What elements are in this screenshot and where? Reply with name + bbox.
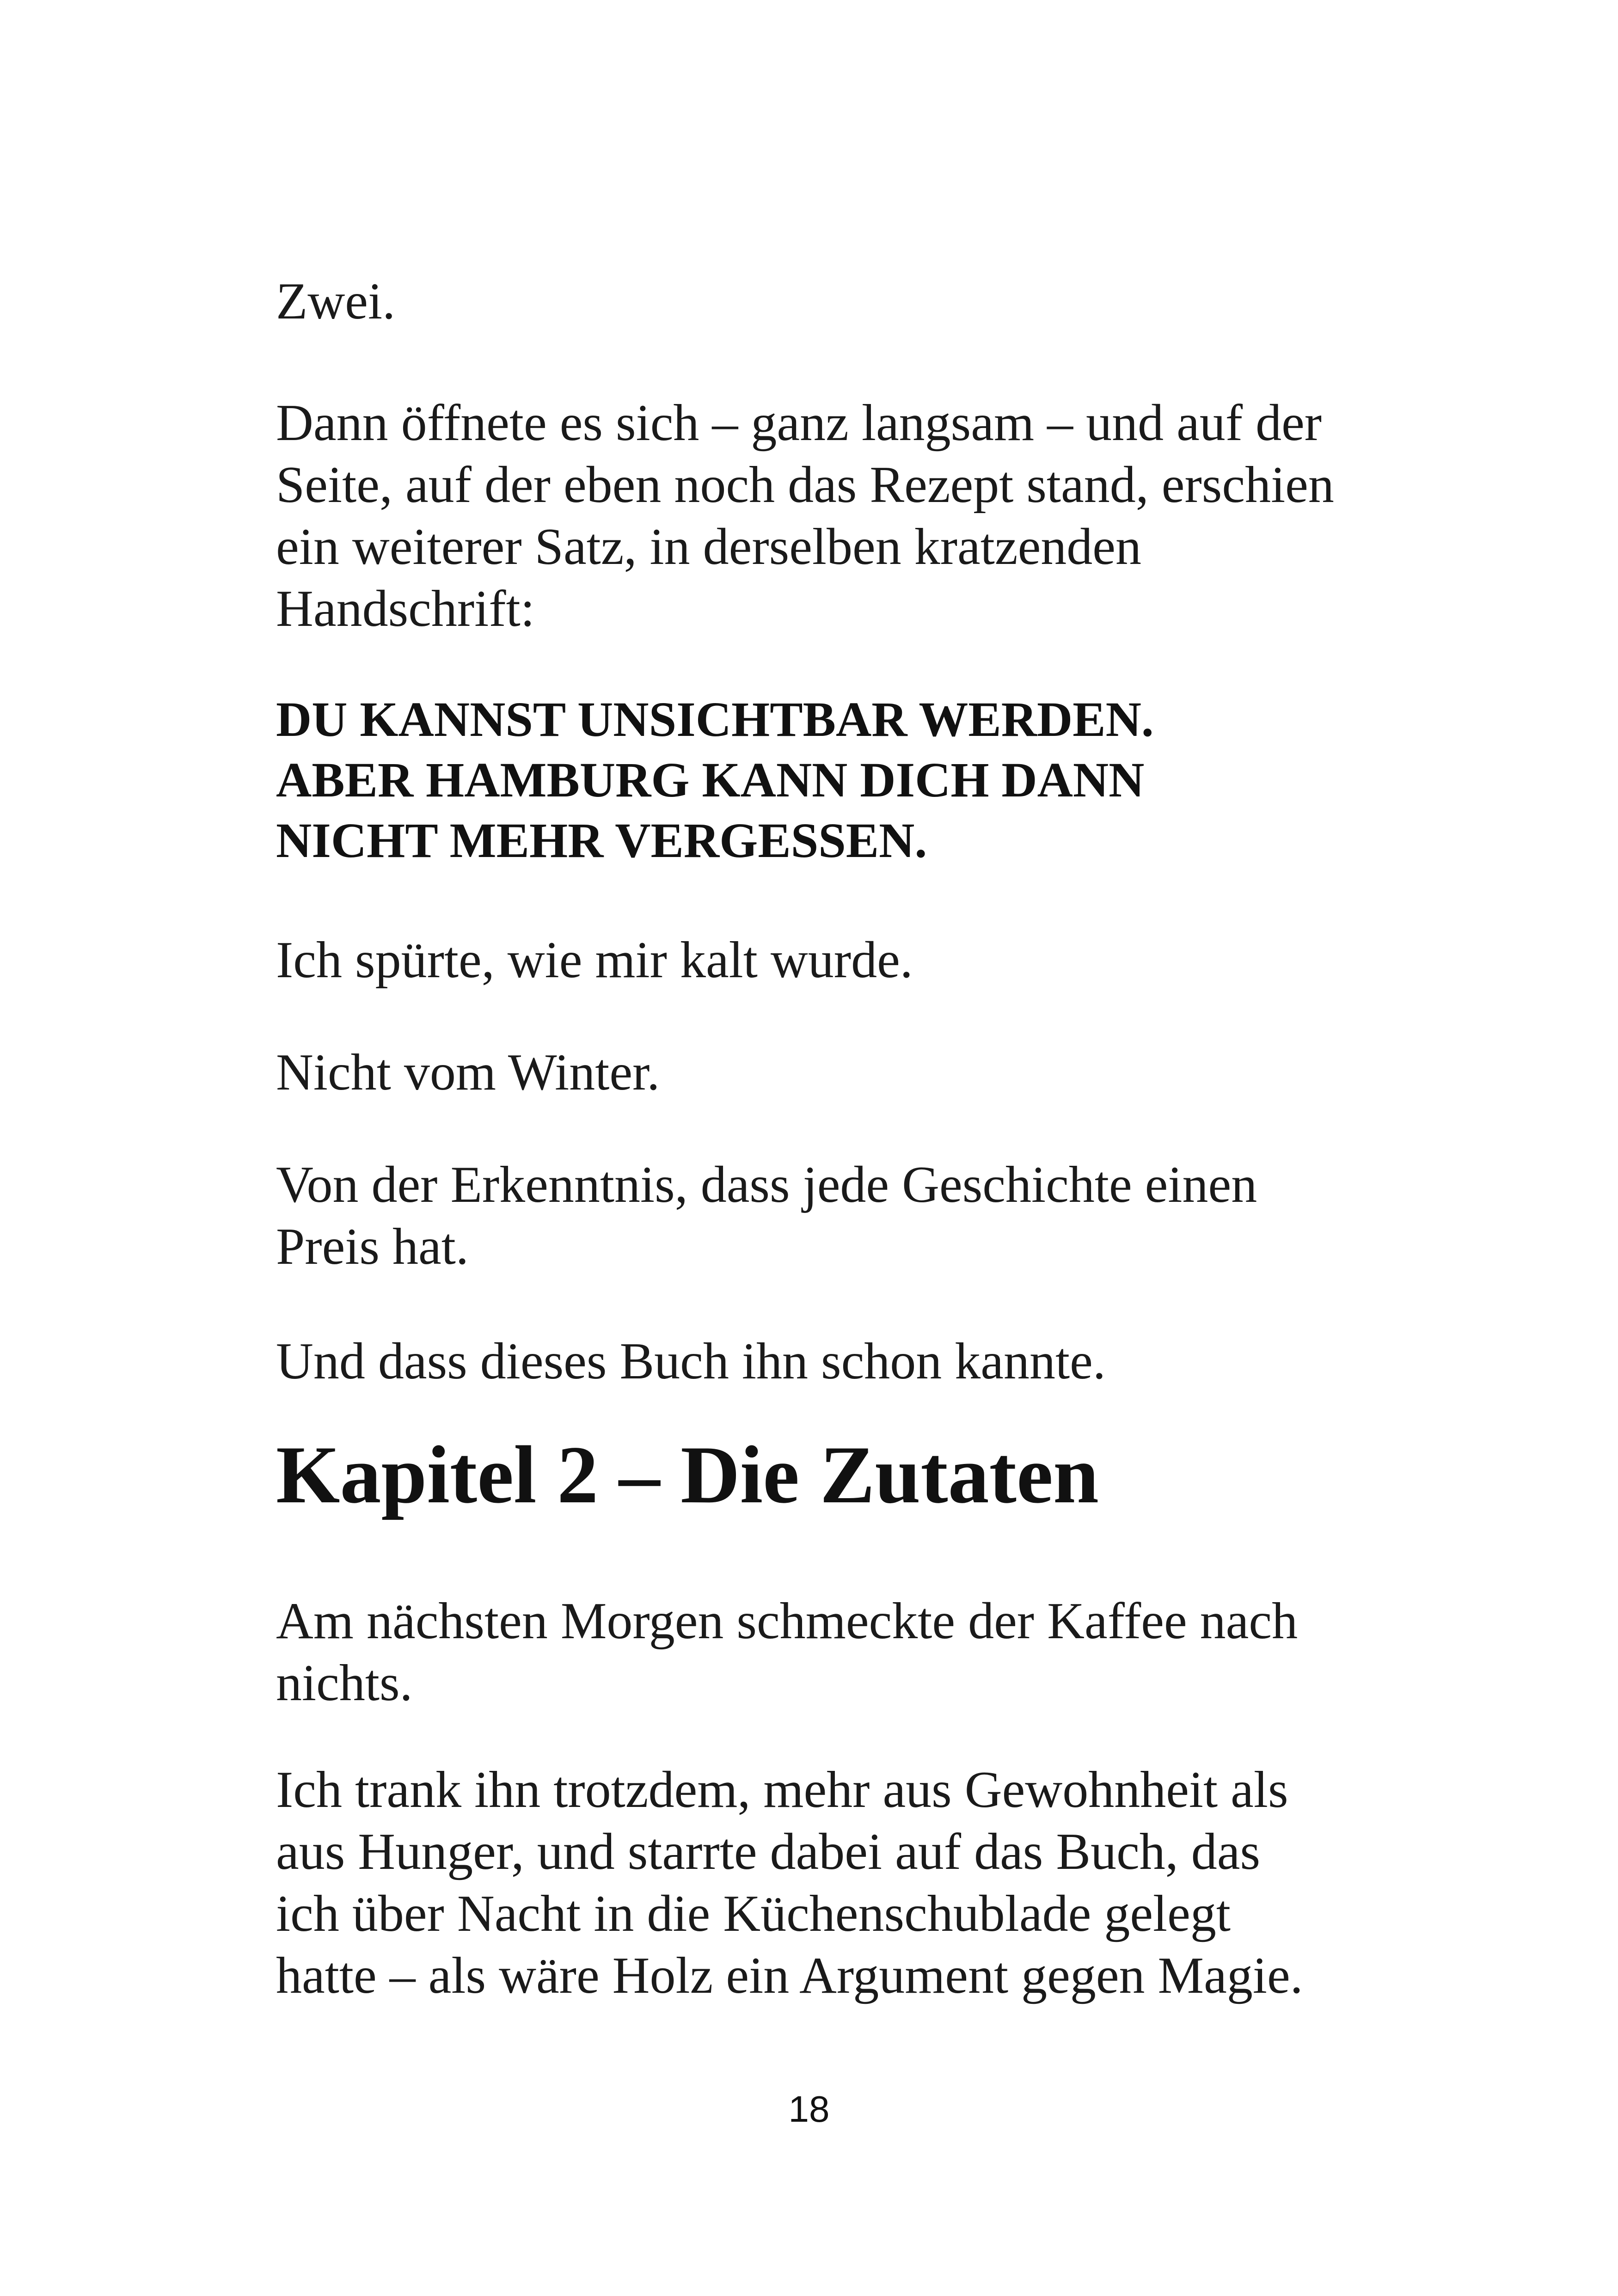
bold-line: ABER HAMBURG KANN DICH DANN xyxy=(276,753,1145,808)
paragraph-nicht-vom-winter xyxy=(276,1041,1395,1103)
text-line: Am nächsten Morgen schmeckte der Kaffee nach xyxy=(276,1592,1298,1650)
text-line: Und dass dieses Buch ihn schon kannte. xyxy=(276,1333,1106,1390)
chapter-heading: Kapitel 2 – Die Zutaten xyxy=(276,1429,1099,1520)
paragraph-dann-oeffnete xyxy=(276,392,1395,640)
text-line: Preis hat. xyxy=(276,1218,469,1275)
paragraph-am-naechsten-morgen xyxy=(276,1590,1395,1714)
text-line: Seite, auf der eben noch das Rezept stand, erschien xyxy=(276,456,1334,514)
text-line: Von der Erkenntnis, dass jede Geschichte einen xyxy=(276,1156,1257,1213)
text-line: ich über Nacht in die Küchenschublade gelegt xyxy=(276,1885,1231,1942)
bold-message xyxy=(276,690,1395,871)
text-line: aus Hunger, und starrte dabei auf das Buch, das xyxy=(276,1823,1261,1880)
text-line: nichts. xyxy=(276,1654,413,1712)
page-number: 18 xyxy=(788,2088,830,2130)
text-line: Handschrift: xyxy=(276,580,535,637)
bold-line: NICHT MEHR VERGESSEN. xyxy=(276,814,927,868)
text-line: hatte – als wäre Holz ein Argument gegen Magie. xyxy=(276,1947,1303,2004)
paragraph-ich-trank xyxy=(276,1759,1395,2007)
text-line: Nicht vom Winter. xyxy=(276,1044,660,1101)
text-line: Ich trank ihn trotzdem, mehr aus Gewohnheit als xyxy=(276,1761,1288,1818)
text-line: Ich spürte, wie mir kalt wurde. xyxy=(276,931,913,989)
paragraph-ich-spuerte xyxy=(276,929,1395,991)
paragraph-von-der-erkenntnis xyxy=(276,1154,1395,1278)
text-line: Zwei. xyxy=(276,273,396,330)
bold-line: DU KANNST UNSICHTBAR WERDEN. xyxy=(276,692,1154,747)
paragraph-zwei xyxy=(276,270,1395,332)
paragraph-und-dass xyxy=(276,1330,1395,1392)
text-line: Dann öffnete es sich – ganz langsam – und auf der xyxy=(276,394,1322,452)
text-line: ein weiterer Satz, in derselben kratzenden xyxy=(276,518,1142,576)
